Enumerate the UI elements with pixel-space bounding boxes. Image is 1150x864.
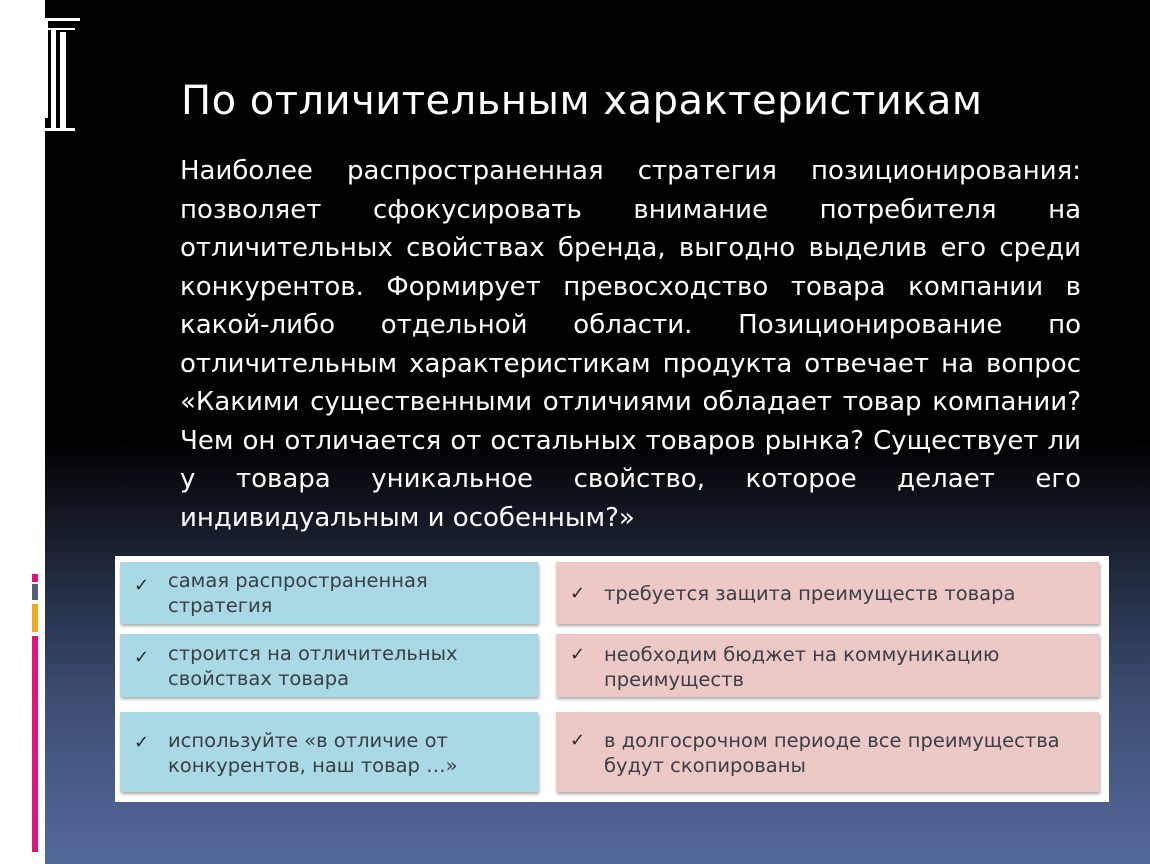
decor-bar	[45, 28, 75, 30]
body-paragraph: Наиболее распространенная стратегия позиционирования: позволяет сфокусировать внимание потребителя на отличительных свойствах бренда, выгодно выделив его среди конкурентов. Формирует превосходство товара компании в какой-либо отдельной области. Позиционирование по отличительным характеристикам продукта отвечает на вопрос «Какими существенными отличиями обладает товар компании? Чем он отличается от остальных товаров рынка? Существует ли у товара уникальное свойство, которое делает его индивидуальным и особенным?»	[180, 156, 1081, 533]
disadvantage-text: в долгосрочном периоде все преимущества будут скопированы	[604, 729, 1060, 777]
comparison-table	[115, 556, 1109, 802]
checkmark-icon: ✓	[134, 575, 150, 596]
advantage-text: самая распространенная стратегия	[168, 569, 428, 617]
checkmark-icon: ✓	[570, 583, 586, 604]
disadvantage-text: необходим бюджет на коммуникацию преимуществ	[604, 643, 1000, 691]
decor-bar	[45, 18, 48, 118]
checkmark-icon: ✓	[570, 644, 586, 665]
disadvantage-text: требуется защита преимуществ товара	[604, 582, 1016, 605]
disadvantage-item	[556, 712, 1099, 792]
checkmark-icon: ✓	[134, 647, 150, 668]
page-title: По отличительным характеристикам	[181, 78, 983, 124]
advantage-text: строится на отличительных свойствах товара	[168, 642, 458, 690]
advantage-text: используйте «в отличие от конкурентов, наш товар …»	[168, 729, 458, 777]
checkmark-icon: ✓	[134, 732, 150, 753]
disadvantage-item	[556, 634, 1099, 697]
disadvantage-item	[556, 562, 1099, 624]
accent-bar	[32, 636, 38, 852]
decor-bar	[51, 30, 56, 130]
advantage-item	[120, 562, 538, 624]
accent-bar	[32, 604, 38, 632]
slide	[45, 0, 1150, 864]
advantage-item	[120, 634, 538, 697]
accent-bar	[32, 584, 38, 600]
accent-bar	[32, 574, 38, 582]
decor-bar	[60, 32, 66, 130]
decor-bar	[45, 128, 75, 131]
advantage-item	[120, 712, 538, 792]
decor-bar	[45, 18, 80, 21]
checkmark-icon: ✓	[570, 730, 586, 751]
